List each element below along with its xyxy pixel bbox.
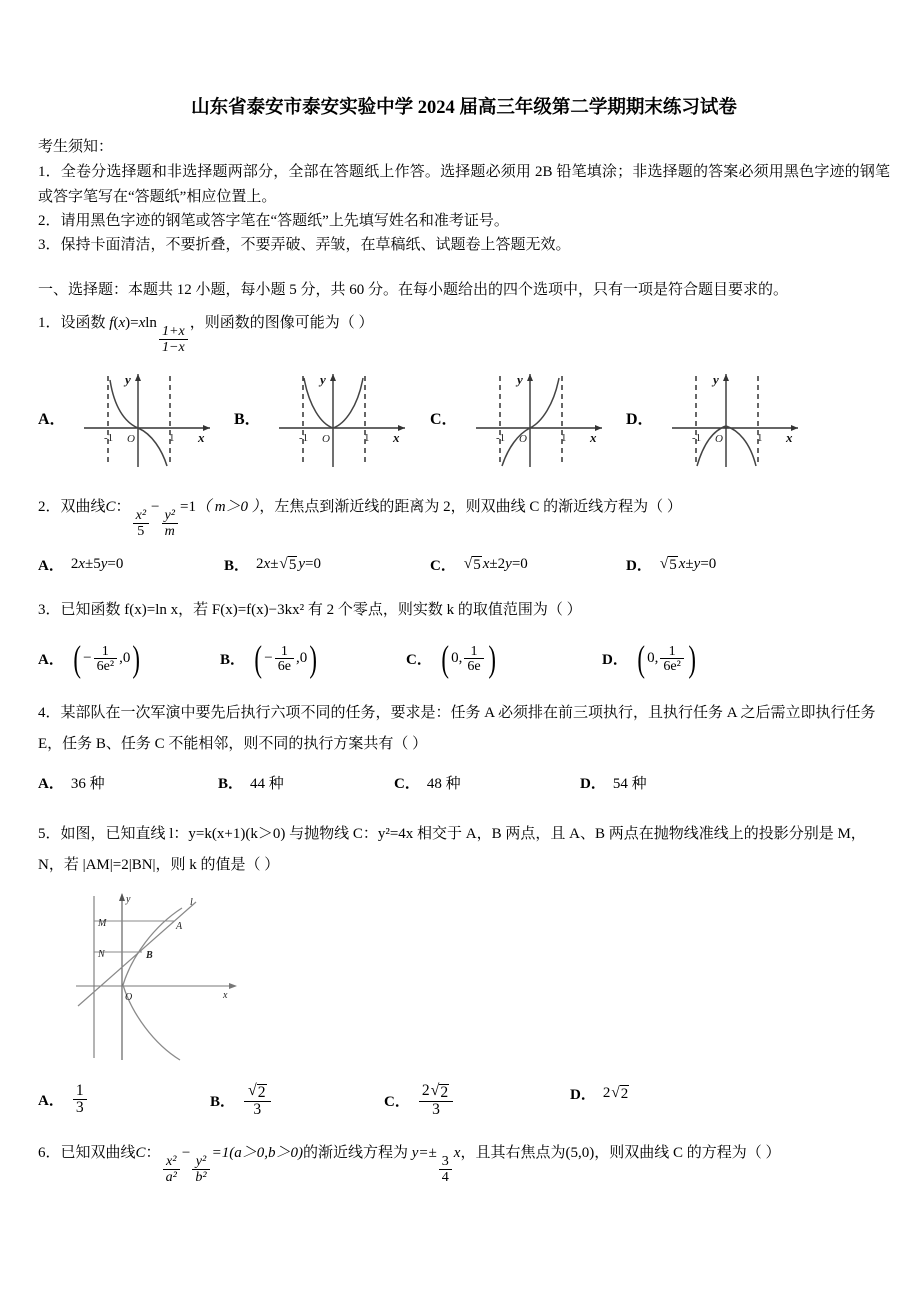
- q3-b-den: 6e: [277, 658, 292, 675]
- question-2: [38, 494, 890, 538]
- q6-asym-var: x: [453, 1145, 461, 1162]
- q3-option-c[interactable]: [406, 637, 602, 679]
- svg-text:x: x: [223, 989, 228, 1001]
- q2-option-b[interactable]: [224, 554, 430, 575]
- q2-option-c-label: C．: [430, 558, 456, 575]
- q2-option-b-text: 2x± √ 5 y=0: [256, 555, 321, 574]
- q5-option-a[interactable]: [38, 1083, 210, 1117]
- q6-frac2-num: y²: [192, 1154, 209, 1170]
- q3-c-left: 0,: [451, 650, 463, 667]
- question-2-text-before: 双曲线: [60, 499, 106, 516]
- q3-a-num: 1: [94, 644, 118, 660]
- svg-text:-1: -1: [298, 432, 308, 445]
- q5-b-num: √ 2: [244, 1083, 271, 1102]
- q2-fraction-1: [133, 508, 149, 539]
- q4-option-d-text: 54 种: [612, 775, 647, 792]
- q6-colon: ：: [145, 1145, 161, 1162]
- q2-option-d[interactable]: [626, 554, 716, 575]
- q1-graph-d: [658, 362, 808, 472]
- question-5-options: [38, 1083, 890, 1119]
- q6-mid-text: 的渐近线方程为: [302, 1145, 408, 1162]
- question-4-number: 4．: [38, 705, 61, 722]
- q3-option-a-interval: ( − $\frac{1}{\text{6e²}}$ ,0 ): [73, 637, 141, 679]
- q2-option-d-label: D．: [626, 558, 652, 575]
- q6-frac1-den: a²: [165, 1168, 177, 1185]
- svg-text:y: y: [516, 372, 523, 388]
- q6-curve: C: [135, 1145, 146, 1162]
- question-6-number: 6．: [38, 1145, 61, 1162]
- q6-fraction-2: [192, 1154, 209, 1185]
- svg-text:y: y: [319, 372, 326, 388]
- svg-text:x: x: [197, 430, 205, 446]
- q3-option-b-label: B．: [220, 652, 246, 669]
- svg-text:y: y: [712, 372, 719, 388]
- q5-option-b-label: B．: [210, 1094, 236, 1111]
- svg-text:O: O: [714, 433, 723, 446]
- q1-fn-name: f: [109, 315, 114, 332]
- q3-b-num: 1: [275, 644, 294, 660]
- q6-asym-den: 4: [441, 1168, 449, 1185]
- q5-option-c-frac: [419, 1083, 453, 1119]
- svg-text:-1: -1: [495, 432, 505, 445]
- svg-text:l: l: [190, 896, 193, 908]
- q2-option-c-text: √ 5 x±2y=0: [463, 555, 528, 574]
- q5-option-d-text: 2 √ 2: [602, 1083, 629, 1102]
- q1-option-b[interactable]: [234, 362, 430, 472]
- q2-fraction-2: [162, 508, 178, 539]
- q3-option-b-interval: ( − $\frac{1}{6e}$ ,0 ): [254, 637, 318, 679]
- question-1-number: 1．: [38, 315, 61, 332]
- question-3: [38, 597, 890, 623]
- q1-graph-b: [265, 362, 415, 472]
- q5-option-d[interactable]: [570, 1083, 630, 1104]
- q4-option-d[interactable]: [580, 772, 647, 793]
- question-4: [38, 698, 890, 760]
- svg-text:y: y: [124, 372, 131, 388]
- section-heading-choice: 一、选择题：本题共 12 小题，每小题 5 分，共 60 分。在每小题给出的四个选项中，只有一项是符合题目要求的。: [38, 282, 789, 299]
- q2-option-d-text: √ 5 x±y=0: [659, 555, 717, 574]
- svg-text:M: M: [98, 917, 107, 929]
- svg-text:x: x: [785, 430, 793, 446]
- q1-graph-c: [462, 362, 612, 472]
- svg-text:1: 1: [363, 432, 370, 445]
- question-3-options: [38, 637, 890, 679]
- q3-d-num: 1: [660, 644, 684, 660]
- q1-frac-num: 1+x: [159, 324, 188, 340]
- svg-text:1: 1: [560, 432, 567, 445]
- q3-a-den: 6e²: [96, 658, 115, 675]
- q5-option-a-label: A．: [38, 1093, 64, 1110]
- q3-c-num: 1: [464, 644, 483, 660]
- question-1-text-after: ，则函数的图像可能为（ ）: [189, 315, 374, 332]
- q3-a-right: ,0: [119, 650, 131, 667]
- q3-a-left: −: [83, 650, 92, 667]
- q2-colon: ：: [115, 499, 131, 516]
- q5-c-num: 2 √ 2: [419, 1083, 453, 1102]
- q1-equals: =: [130, 315, 139, 332]
- q2-frac1-den: 5: [137, 522, 145, 539]
- svg-text:y: y: [126, 893, 131, 905]
- q5-figure: [76, 888, 276, 1073]
- svg-text:O: O: [321, 433, 330, 446]
- q5-c-den: 3: [432, 1101, 440, 1119]
- q4-option-b-text: 44 种: [250, 775, 284, 792]
- q6-asym-num: 3: [439, 1154, 452, 1170]
- question-1: [38, 310, 890, 354]
- q3-b-right: ,0: [296, 650, 308, 667]
- q2-option-a[interactable]: [38, 554, 224, 575]
- q1-frac-den: 1−x: [161, 338, 185, 355]
- question-2-text-after: ，左焦点到渐近线的距离为 2，则双曲线 C 的渐近线方程为（ ）: [259, 499, 682, 516]
- q4-option-b-label: B．: [218, 775, 244, 792]
- question-1-text-before: 设函数: [60, 315, 106, 332]
- q4-option-c[interactable]: [394, 772, 580, 793]
- q5-option-c[interactable]: [384, 1083, 570, 1119]
- q5-a-num: 1: [73, 1083, 87, 1100]
- q5-option-a-frac: [73, 1083, 87, 1117]
- question-1-options: [38, 362, 890, 472]
- svg-text:-1: -1: [103, 432, 113, 445]
- q4-option-a[interactable]: [38, 772, 218, 793]
- svg-text:x: x: [392, 430, 400, 446]
- notice-heading: 考生须知：: [38, 139, 114, 156]
- q3-option-a-label: A．: [38, 652, 64, 669]
- question-3-text: 已知函数 f(x)=ln x，若 F(x)=f(x)−3kx² 有 2 个零点，则实数 k 的取值范围为（ ）: [60, 602, 582, 619]
- q4-option-c-label: C．: [394, 775, 420, 792]
- svg-text:B: B: [146, 949, 153, 961]
- q3-option-c-label: C．: [406, 652, 432, 669]
- q5-option-b-frac: [244, 1083, 271, 1119]
- q6-frac2-den: b²: [195, 1168, 207, 1185]
- svg-text:O: O: [518, 433, 527, 446]
- q1-x-factor: x: [138, 315, 146, 332]
- question-4-options: [38, 772, 890, 793]
- notice-item-1: 1．全卷分选择题和非选择题两部分，全部在答题纸上作答。选择题必须用 2B 铅笔填涂；非选择题的答案必须用黑色字迹的钢笔或答字笔写在“答题纸”相应位置上。: [38, 164, 890, 205]
- svg-text:-1: -1: [691, 432, 701, 445]
- q4-option-a-label: A．: [38, 775, 64, 792]
- q6-asym-fraction: [439, 1154, 452, 1185]
- q5-option-c-label: C．: [384, 1094, 410, 1111]
- q1-option-c-label: C．: [430, 410, 458, 428]
- q2-minus: −: [151, 499, 160, 516]
- question-5-text: 如图，已知直线 l：y=k(x+1)(k＞0) 与抛物线 C：y²=4x 相交于 A，B 两点，且 A、B 两点在抛物线准线上的投影分别是 M，N，若 |AM|=2|BN|，则 k 的值是（ ）: [38, 825, 866, 874]
- q2-condition: （ m＞0 ）: [195, 499, 260, 516]
- q4-option-c-text: 48 种: [426, 775, 461, 792]
- q5-option-d-label: D．: [570, 1086, 596, 1103]
- svg-text:N: N: [98, 948, 105, 960]
- q1-fraction: [159, 324, 188, 355]
- q1-ln: ln: [145, 315, 157, 332]
- page-content: [38, 96, 890, 1186]
- question-6: 6．已知双曲线C： $\frac{\text{x²}}{\text{a²}}$ − $\frac{\text{y²}}{\text{b²}}$ =1(a＞0,b＞0)的渐近线方程为 y=± $\frac{3}{4}$ x，且其右焦点为(5,0)，则双曲线 C 的方程为（ ）: [38, 1145, 781, 1185]
- q2-curve: C: [105, 499, 116, 516]
- question-2-options: [38, 554, 890, 575]
- question-2-number: 2．: [38, 499, 61, 516]
- q5-b-den: 3: [253, 1101, 262, 1119]
- q1-graph-a: [70, 362, 220, 472]
- page-title: 山东省泰安市泰安实验中学 2024 届高三年级第二学期期末练习试卷: [191, 98, 737, 118]
- q3-option-d[interactable]: [602, 637, 698, 679]
- svg-text:O: O: [126, 433, 135, 446]
- q3-option-d-interval: ( 0, $\frac{1}{\text{6e²}}$ ): [637, 637, 696, 679]
- notice-item-3: 3．保持卡面清洁，不要折叠，不要弄破、弄皱，在草稿纸、试题卷上答题无效。: [38, 237, 571, 254]
- q5-option-b[interactable]: [210, 1083, 384, 1119]
- q2-option-a-text: 2x±5y=0: [70, 556, 124, 573]
- q3-option-d-label: D．: [602, 652, 628, 669]
- question-1-stem: 1．设函数 f(x)=xln $\frac{1+x}{1-x}$ ，则函数的图像可能为（ ）: [38, 315, 374, 355]
- q2-frac2-den: m: [164, 522, 175, 539]
- q2-option-a-label: A．: [38, 558, 64, 575]
- notice-item-2: 2．请用黑色字迹的钢笔或答字笔在“答题纸”上先填写姓名和准考证号。: [38, 212, 509, 229]
- q3-d-left: 0,: [647, 650, 659, 667]
- q3-option-c-interval: ( 0, $\frac{1}{6e}$ ): [441, 637, 496, 679]
- svg-text:1: 1: [168, 432, 175, 445]
- question-6-text-after: ，且其右焦点为(5,0)，则双曲线 C 的方程为（ ）: [460, 1145, 781, 1162]
- svg-text:A: A: [176, 920, 183, 932]
- q6-frac1-num: x²: [163, 1154, 180, 1170]
- q6-asym-lhs: y=±: [411, 1145, 437, 1162]
- q3-d-den: 6e²: [663, 658, 681, 675]
- q2-option-b-label: B．: [224, 558, 250, 575]
- q1-fn-var: x: [118, 315, 126, 332]
- q6-eq-one: =1(a＞0,b＞0): [211, 1145, 303, 1162]
- question-6-text-before: 已知双曲线: [60, 1145, 136, 1162]
- question-5: [38, 819, 890, 882]
- q6-fraction-1: [163, 1154, 180, 1185]
- q4-option-d-label: D．: [580, 775, 606, 792]
- q3-option-b[interactable]: [220, 637, 406, 679]
- q1-option-a-label: A．: [38, 410, 66, 428]
- q3-c-den: 6e: [467, 658, 481, 675]
- q2-option-c[interactable]: [430, 554, 626, 575]
- q2-eq-one: =1: [180, 499, 196, 516]
- q2-frac2-num: y²: [162, 508, 178, 524]
- q4-option-b[interactable]: [218, 772, 394, 793]
- q1-option-a[interactable]: [38, 362, 234, 472]
- q1-option-c[interactable]: [430, 362, 626, 472]
- q1-option-d[interactable]: [626, 362, 822, 472]
- q4-option-a-text: 36 种: [70, 775, 105, 792]
- svg-text:1: 1: [756, 432, 763, 445]
- svg-text:x: x: [589, 430, 597, 446]
- q1-option-d-label: D．: [626, 410, 654, 428]
- question-5-figure-wrap: [76, 888, 890, 1073]
- q1-option-b-label: B．: [234, 410, 261, 428]
- q2-frac1-num: x²: [133, 508, 149, 524]
- q3-b-left: −: [264, 650, 273, 667]
- q3-option-a[interactable]: [38, 637, 220, 679]
- svg-text:O: O: [125, 991, 133, 1003]
- question-4-text: 某部队在一次军演中要先后执行六项不同的任务，要求是：任务 A 必须排在前三项执行，且执行任务 A 之后需立即执行任务 E，任务 B、任务 C 不能相邻，则不同的执行方案共有（ ）: [38, 705, 876, 752]
- question-3-number: 3．: [38, 602, 61, 619]
- q5-a-den: 3: [75, 1099, 84, 1117]
- question-5-number: 5．: [38, 825, 61, 842]
